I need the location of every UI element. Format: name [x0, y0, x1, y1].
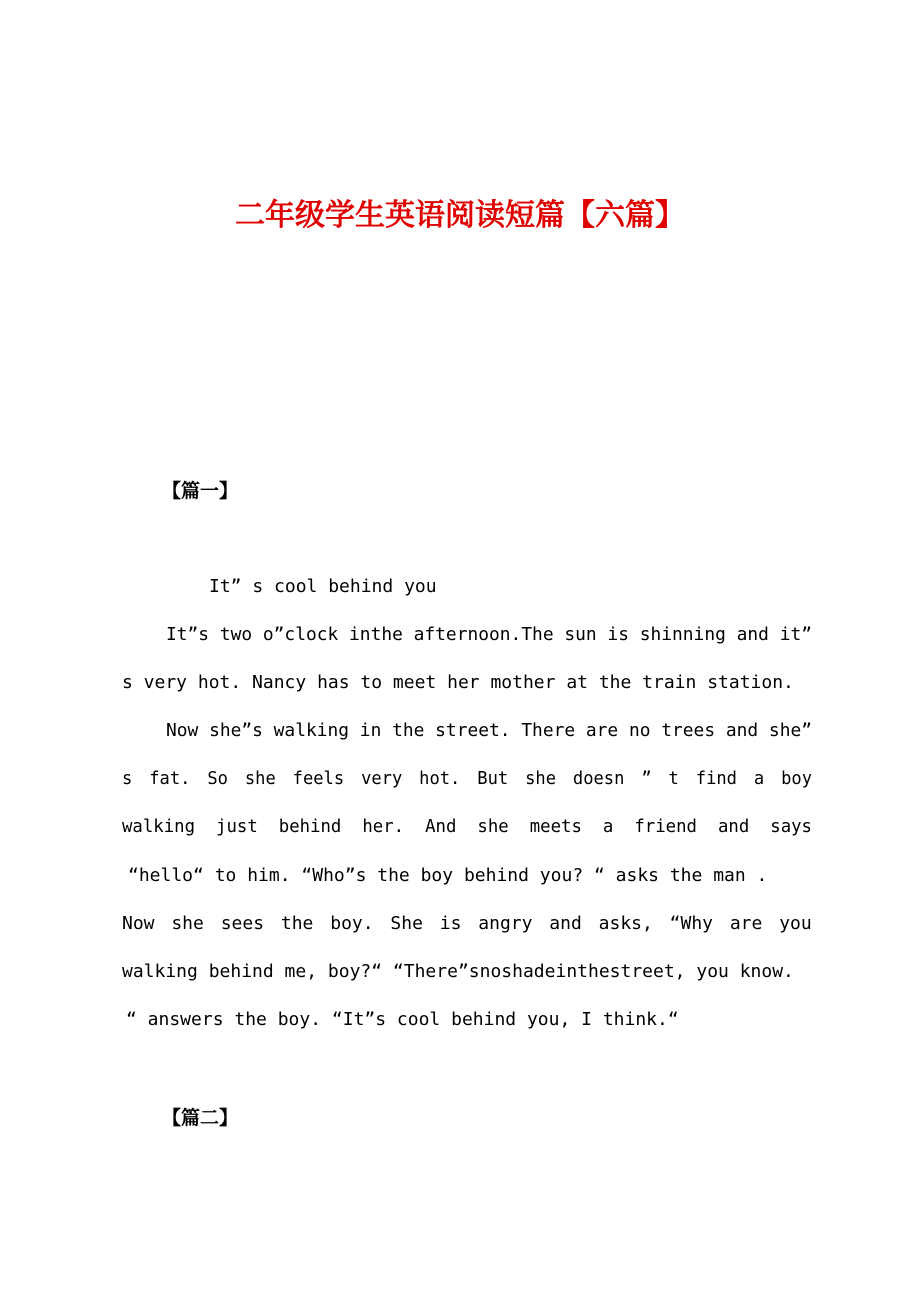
- paragraph-line: Now she”s walking in the street. There are no trees and she”: [166, 720, 812, 741]
- paragraph-line: walking just behind her. And she meets a friend and says: [122, 816, 812, 837]
- paragraph-line: It”s two o”clock inthe afternoon.The sun is shinning and it”: [166, 624, 812, 645]
- paragraph-line: “hello“ to him. “Who”s the boy behind you? “ asks the man .: [128, 865, 768, 886]
- paragraph-line: walking behind me, boy?“ “There”snoshadeinthestreet, you know.: [122, 961, 794, 982]
- paragraph-line: Now she sees the boy. She is angry and asks, “Why are you: [122, 913, 812, 934]
- paragraph-line: “ answers the boy. “It”s cool behind you, I think.“: [126, 1009, 679, 1030]
- document-title: 二年级学生英语阅读短篇【六篇】: [235, 198, 685, 233]
- section-heading-1: 【篇一】: [162, 480, 239, 502]
- paragraph-line: s very hot. Nancy has to meet her mother at the train station.: [122, 672, 794, 693]
- story-title: It” s cool behind you: [209, 576, 437, 597]
- paragraph-line: s fat. So she feels very hot. But she doesn ” t find a boy: [122, 768, 813, 789]
- section-heading-2: 【篇二】: [162, 1107, 239, 1129]
